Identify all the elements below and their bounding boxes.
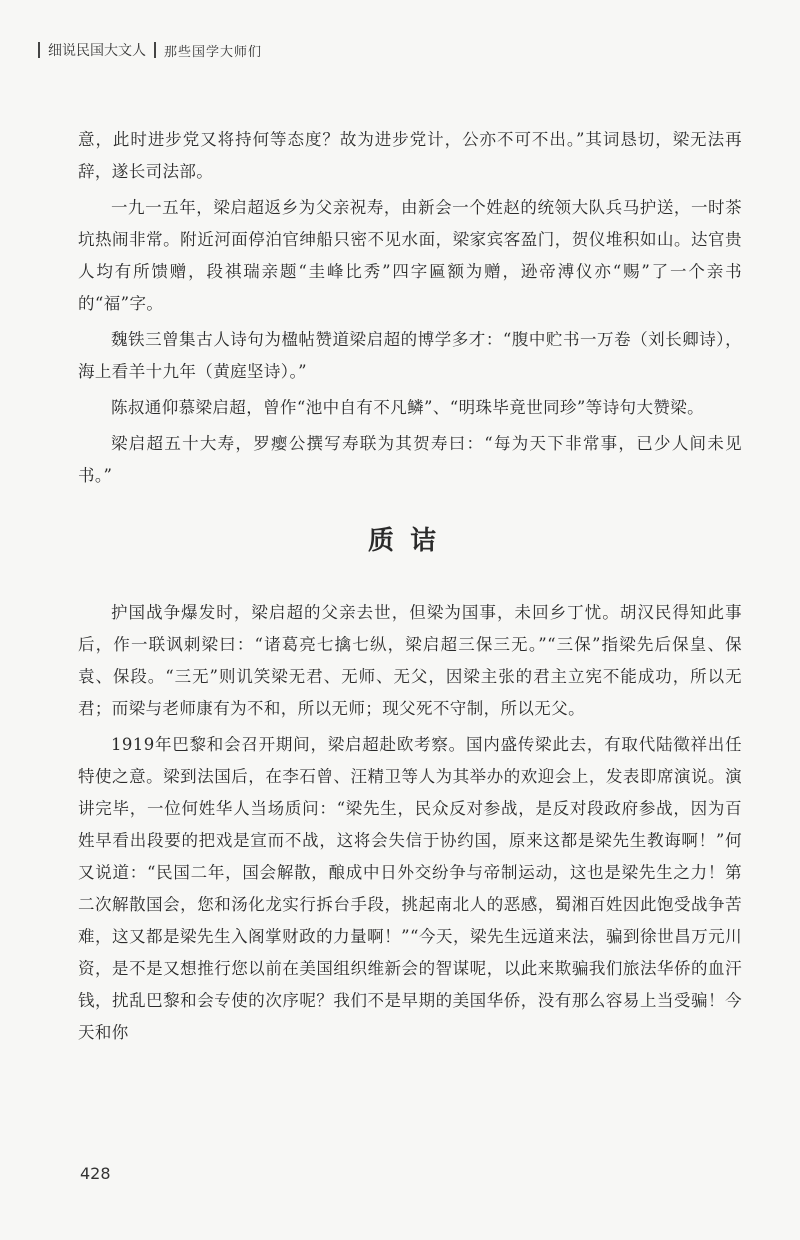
paragraph: 护国战争爆发时，梁启超的父亲去世，但梁为国事，未回乡丁忧。胡汉民得知此事后，作一联讽刺梁曰：“诸葛亮七擒七纵，梁启超三保三无。”“三保”指梁先后保皇、保袁、保段。“三无”则讥笑梁无君、无师、无父，因梁主张的君主立宪不能成功，所以无君；而梁与老师康有为不和，所以无师；现父死不守制，所以无父。 — [78, 603, 742, 718]
running-header — [38, 40, 262, 60]
page-number: 428 — [80, 1164, 111, 1183]
paragraph: 魏铁三曾集古人诗句为楹帖赞道梁启超的博学多才：“腹中贮书一万卷（刘长卿诗），海上看羊十九年（黄庭坚诗）。” — [78, 330, 742, 381]
header-divider — [38, 42, 40, 58]
paragraph: 梁启超五十大寿，罗瘿公撰写寿联为其贺寿曰：“每为天下非常事，已少人间未见书。” — [78, 434, 742, 485]
paragraph: 意，此时进步党又将持何等态度？故为进步党计，公亦不可不出。”其词恳切，梁无法再辞，遂长司法部。 — [78, 130, 742, 181]
paragraph: 陈叔通仰慕梁启超，曾作“池中自有不凡鳞”、“明珠毕竟世同珍”等诗句大赞梁。 — [111, 398, 705, 417]
paragraph: 一九一五年，梁启超返乡为父亲祝寿，由新会一个姓赵的统领大队兵马护送，一时茶坑热闹非常。附近河面停泊官绅船只密不见水面，梁家宾客盈门，贺仪堆积如山。达官贵人均有所馈赠，段祺瑞亲题“圭峰比秀”四字匾额为赠，逊帝溥仪亦“赐”了一个亲书的“福”字。 — [78, 198, 742, 313]
book-title: 细说民国大文人 — [48, 43, 146, 59]
book-subtitle: 那些国学大师们 — [164, 44, 263, 60]
header-divider — [154, 42, 156, 58]
section-title: 质诘 — [367, 526, 452, 556]
page-body — [78, 124, 742, 1053]
paragraph: 1919年巴黎和会召开期间，梁启超赴欧考察。国内盛传梁此去，有取代陆徵祥出任特使之意。梁到法国后，在李石曾、汪精卫等人为其举办的欢迎会上，发表即席演说。演讲完毕，一位何姓华人当场质问：“梁先生，民众反对参战，是反对段政府参战，因为百姓早看出段要的把戏是宣而不战，这将会失信于协约国，原来这都是梁先生教诲啊！”何又说道：“民国二年，国会解散，酿成中日外交纷争与帝制运动，这也是梁先生之力！第二次解散国会，您和汤化龙实行拆台手段，挑起南北人的恶感，蜀湘百姓因此饱受战争苦难，这又都是梁先生入阁掌财政的力量啊！”“今天，梁先生远道来法，骗到徐世昌万元川资，是不是又想推行您以前在美国组织维新会的智谋呢，以此来欺骗我们旅法华侨的血汗钱，扰乱巴黎和会专使的次序呢？我们不是早期的美国华侨，没有那么容易上当受骗！今天和你 — [78, 735, 742, 1042]
